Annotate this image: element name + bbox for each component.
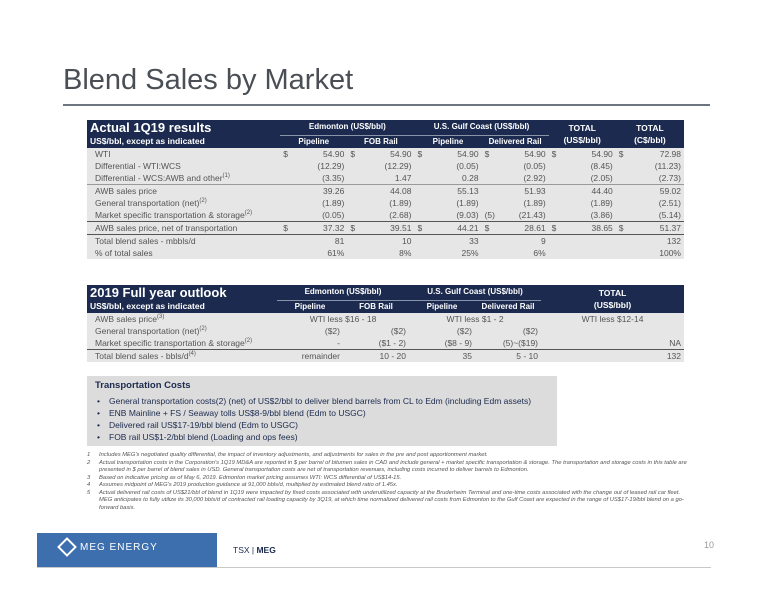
value-cell: (8.45) (563, 160, 616, 172)
currency-cell (414, 234, 428, 247)
currency-cell (347, 234, 361, 247)
table2-title: 2019 Full year outlook (87, 285, 277, 300)
logo-mark-icon (57, 537, 77, 557)
value-cell: (2.51) (630, 197, 684, 209)
value-cell: (1.89) (294, 197, 347, 209)
list-item: • FOB rail US$1-2/bbl blend (Loading and ops fees) (105, 431, 549, 443)
currency-cell (616, 197, 630, 209)
value-cell: (5.14) (630, 209, 684, 222)
total-cell: WTI less $12-14 (541, 313, 684, 325)
list-item: • General transportation costs(2) (net) of US$2/bbl to deliver blend barrels from CL to Edm (including Edm assets) (105, 395, 549, 407)
currency-cell (549, 184, 563, 197)
table2-col-header: Pipeline (277, 300, 343, 313)
value-cell: 54.90 (563, 148, 616, 160)
value-cell: 55.13 (429, 184, 482, 197)
ticker-label: TSX | MEG (233, 545, 276, 555)
currency-cell: $ (347, 148, 361, 160)
value-cell: 44.40 (563, 184, 616, 197)
currency-cell (482, 247, 496, 259)
value-cell: 54.90 (429, 148, 482, 160)
currency-cell (414, 247, 428, 259)
currency-cell: $ (549, 148, 563, 160)
value-cell: (1.89) (429, 197, 482, 209)
table1-col-header: Delivered Rail (482, 135, 549, 148)
value-cell: (1.89) (563, 197, 616, 209)
value-cell: (21.43) (496, 209, 549, 222)
value-cell: 25% (429, 247, 482, 259)
currency-cell (482, 160, 496, 172)
value-cell: 5 - 10 (475, 349, 541, 362)
value-cell: 51.37 (630, 221, 684, 234)
total-cell: 132 (541, 349, 684, 362)
currency-cell (280, 172, 294, 185)
value-cell: remainder (277, 349, 343, 362)
currency-cell (549, 197, 563, 209)
table-row (87, 247, 684, 259)
table-row (87, 337, 684, 350)
table-row (87, 148, 684, 160)
value-cell: (11.23) (630, 160, 684, 172)
value-cell: (2.92) (496, 172, 549, 185)
value-cell: 54.90 (294, 148, 347, 160)
value-cell: 54.90 (362, 148, 415, 160)
page-title: Blend Sales by Market (63, 64, 354, 96)
currency-cell (549, 172, 563, 185)
currency-cell (414, 184, 428, 197)
value-cell: 37.32 (294, 221, 347, 234)
value-cell: 8% (362, 247, 415, 259)
row-label: Market specific transportation & storage$^{(2)}$ (87, 337, 277, 350)
value-cell: - (277, 337, 343, 350)
total-cell: NA (541, 337, 684, 350)
currency-cell (616, 209, 630, 222)
currency-cell (616, 172, 630, 185)
currency-cell: $ (280, 148, 294, 160)
value-cell: (3.35) (294, 172, 347, 185)
table1-title: Actual 1Q19 results (87, 120, 280, 135)
value-cell: (5)~($19) (475, 337, 541, 350)
table1-total-cad: TOTAL (C$/bbl) (616, 120, 684, 148)
value-cell: 0.28 (429, 172, 482, 185)
currency-cell (414, 160, 428, 172)
full-year-outlook-table (87, 285, 684, 362)
value-cell: 44.08 (362, 184, 415, 197)
currency-cell (616, 234, 630, 247)
value-cell: WTI less $1 - 2 (409, 313, 541, 325)
value-cell: ($2) (475, 325, 541, 337)
table-row (87, 349, 684, 362)
value-cell: 44.21 (429, 221, 482, 234)
currency-cell (414, 209, 428, 222)
total-cell (541, 325, 684, 337)
value-cell: 100% (630, 247, 684, 259)
currency-cell (280, 197, 294, 209)
currency-cell (347, 247, 361, 259)
value-cell: (2.73) (630, 172, 684, 185)
currency-cell (280, 184, 294, 197)
table-row (87, 221, 684, 234)
table1-col-header: Pipeline (414, 135, 481, 148)
value-cell: ($2) (277, 325, 343, 337)
table-row (87, 313, 684, 325)
table2-col-header: FOB Rail (343, 300, 409, 313)
value-cell: WTI less $16 - 18 (277, 313, 409, 325)
table2-col-header: Delivered Rail (475, 300, 541, 313)
value-cell: 28.61 (496, 221, 549, 234)
value-cell: ($8 - 9) (409, 337, 475, 350)
currency-cell (280, 209, 294, 222)
currency-cell (616, 247, 630, 259)
value-cell: ($2) (409, 325, 475, 337)
table2-group-usgc: U.S. Gulf Coast (US$/bbl) (409, 285, 541, 300)
value-cell: 72.98 (630, 148, 684, 160)
currency-cell (482, 234, 496, 247)
table-row (87, 197, 684, 209)
footnote: 2 Actual transportation costs in the Corporation's 1Q19 MD&A are reported in $ per barrel of bitumen sales in CAD and include general + market specific transportation & storage. The transportation and storage costs in this table are presented in $ per barrel of blend sales in USD. General transportation costs are net of transportation revenues, including costs incurred to deliver barrels to Edmonton. (87, 459, 687, 473)
currency-cell (347, 197, 361, 209)
row-label: % of total sales (87, 247, 280, 259)
value-cell: (1.89) (362, 197, 415, 209)
value-cell: 59.02 (630, 184, 684, 197)
title-divider (63, 104, 710, 106)
currency-cell: $ (414, 221, 428, 234)
row-label: WTI (87, 148, 280, 160)
currency-cell (549, 247, 563, 259)
value-cell: 10 - 20 (343, 349, 409, 362)
table2-total: TOTAL (US$/bbl) (541, 285, 684, 313)
table-row (87, 172, 684, 185)
value-cell: 61% (294, 247, 347, 259)
value-cell: 33 (429, 234, 482, 247)
page-number: 10 (704, 540, 715, 550)
table2-group-edmonton: Edmonton (US$/bbl) (277, 285, 409, 300)
table1-total-usd: TOTAL (US$/bbl) (549, 120, 616, 148)
currency-cell (482, 197, 496, 209)
currency-cell (549, 209, 563, 222)
currency-cell (549, 234, 563, 247)
footnote: 4 Assumes midpoint of MEG's 2019 production guidance at 91,000 bbls/d, multiplied by estimated blend ratio of 1.45x. (87, 482, 398, 488)
table-row (87, 184, 684, 197)
footnotes (87, 452, 687, 512)
value-cell: 54.90 (496, 148, 549, 160)
footnote: 5 Actual delivered rail costs of US$21/bbl of blend in 1Q19 were impacted by fixed costs associated with underutilized capacity at the Bruderheim Terminal and one-time costs associated with the change out of leased rail car fleet. MEG anticipates to fully utilize its 30,000 bbls/d of contracted rail loading capacity by 3Q19, at which time normalized delivered rail costs from Edmonton to the Gulf Coast are expected in the range of US$17-19/bbl blend on a go-forward basis. (87, 489, 684, 511)
currency-cell (347, 160, 361, 172)
value-cell: (0.05) (496, 160, 549, 172)
currency-cell: $ (616, 148, 630, 160)
list-item: • Delivered rail US$17-19/bbl blend (Edm to USGC) (105, 419, 549, 431)
currency-cell (414, 172, 428, 185)
currency-cell (347, 172, 361, 185)
value-cell: 38.65 (563, 221, 616, 234)
value-cell: (0.05) (294, 209, 347, 222)
currency-cell: $ (549, 221, 563, 234)
row-label: AWB sales price (87, 184, 280, 197)
currency-cell: $ (414, 148, 428, 160)
value-cell: 51.93 (496, 184, 549, 197)
row-label: AWB sales price, net of transportation (87, 221, 280, 234)
row-label: General transportation (net)$^{(2)}$ (87, 325, 277, 337)
table-row (87, 234, 684, 247)
value-cell: 1.47 (362, 172, 415, 185)
value-cell: (1.89) (496, 197, 549, 209)
currency-cell: $ (482, 221, 496, 234)
footer-divider (37, 567, 711, 568)
table1-group-edmonton: Edmonton (US$/bbl) (280, 120, 414, 135)
table-row (87, 325, 684, 337)
value-cell: 6% (496, 247, 549, 259)
value-cell: 35 (409, 349, 475, 362)
transportation-costs-title: Transportation Costs (95, 380, 191, 391)
currency-cell (347, 184, 361, 197)
transportation-costs-list (95, 395, 549, 443)
value-cell: ($1 - 2) (343, 337, 409, 350)
currency-cell (482, 172, 496, 185)
currency-cell (414, 197, 428, 209)
value-cell: 10 (362, 234, 415, 247)
table1-col-header: Pipeline (280, 135, 347, 148)
value-cell: 39.26 (294, 184, 347, 197)
value-cell: 81 (294, 234, 347, 247)
value-cell: (12.29) (294, 160, 347, 172)
row-label: AWB sales price$^{(3)}$ (87, 313, 277, 325)
table1-subtitle: US$/bbl, except as indicated (87, 135, 280, 148)
currency-cell (347, 209, 361, 222)
currency-cell (549, 160, 563, 172)
value-cell: ($2) (343, 325, 409, 337)
transportation-costs-box (87, 376, 557, 446)
currency-cell (280, 247, 294, 259)
value-cell (563, 247, 616, 259)
currency-cell (616, 184, 630, 197)
value-cell (563, 234, 616, 247)
value-cell: (2.68) (362, 209, 415, 222)
actual-1q19-table (87, 120, 684, 259)
table-row (87, 160, 684, 172)
value-cell: (2.05) (563, 172, 616, 185)
value-cell: (12.29) (362, 160, 415, 172)
footnote: 1 Includes MEG's negotiated quality differential, the impact of inventory adjustments, and adjustments for sales in the pre and post apportionment market. (87, 452, 488, 458)
row-label: Differential - WTI:WCS (87, 160, 280, 172)
currency-cell: $ (280, 221, 294, 234)
row-label: Differential - WCS:AWB and other$^{(1)}$ (87, 172, 280, 185)
currency-cell (280, 234, 294, 247)
row-label: Total blend sales - bbls/$d^{(4)}$ (87, 349, 277, 362)
value-cell: 132 (630, 234, 684, 247)
currency-cell (616, 160, 630, 172)
table-row (87, 209, 684, 222)
row-label: Market specific transportation & storage$^{(2)}$ (87, 209, 280, 222)
value-cell: 9 (496, 234, 549, 247)
currency-cell: (5) (482, 209, 496, 222)
table2-subtitle: US$/bbl, except as indicated (87, 300, 277, 313)
row-label: General transportation (net)$^{(2)}$ (87, 197, 280, 209)
footnote: 3 Based on indicative pricing as of May 6, 2019. Edmonton market pricing assumes WTI: WCS differential of US$14-15. (87, 474, 402, 481)
meg-energy-logo: MEG ENERGY (60, 540, 158, 554)
value-cell: (3.86) (563, 209, 616, 222)
currency-cell: $ (482, 148, 496, 160)
table1-col-header: FOB Rail (347, 135, 414, 148)
row-label: Total blend sales - mbbls/d (87, 234, 280, 247)
currency-cell (280, 160, 294, 172)
currency-cell: $ (347, 221, 361, 234)
value-cell: 39.51 (362, 221, 415, 234)
currency-cell (482, 184, 496, 197)
table2-col-header: Pipeline (409, 300, 475, 313)
value-cell: (9.03) (429, 209, 482, 222)
table1-group-usgc: U.S. Gulf Coast (US$/bbl) (414, 120, 548, 135)
list-item: • ENB Mainline + FS / Seaway tolls US$8-9/bbl blend (Edm to USGC) (105, 407, 549, 419)
value-cell: (0.05) (429, 160, 482, 172)
currency-cell: $ (616, 221, 630, 234)
